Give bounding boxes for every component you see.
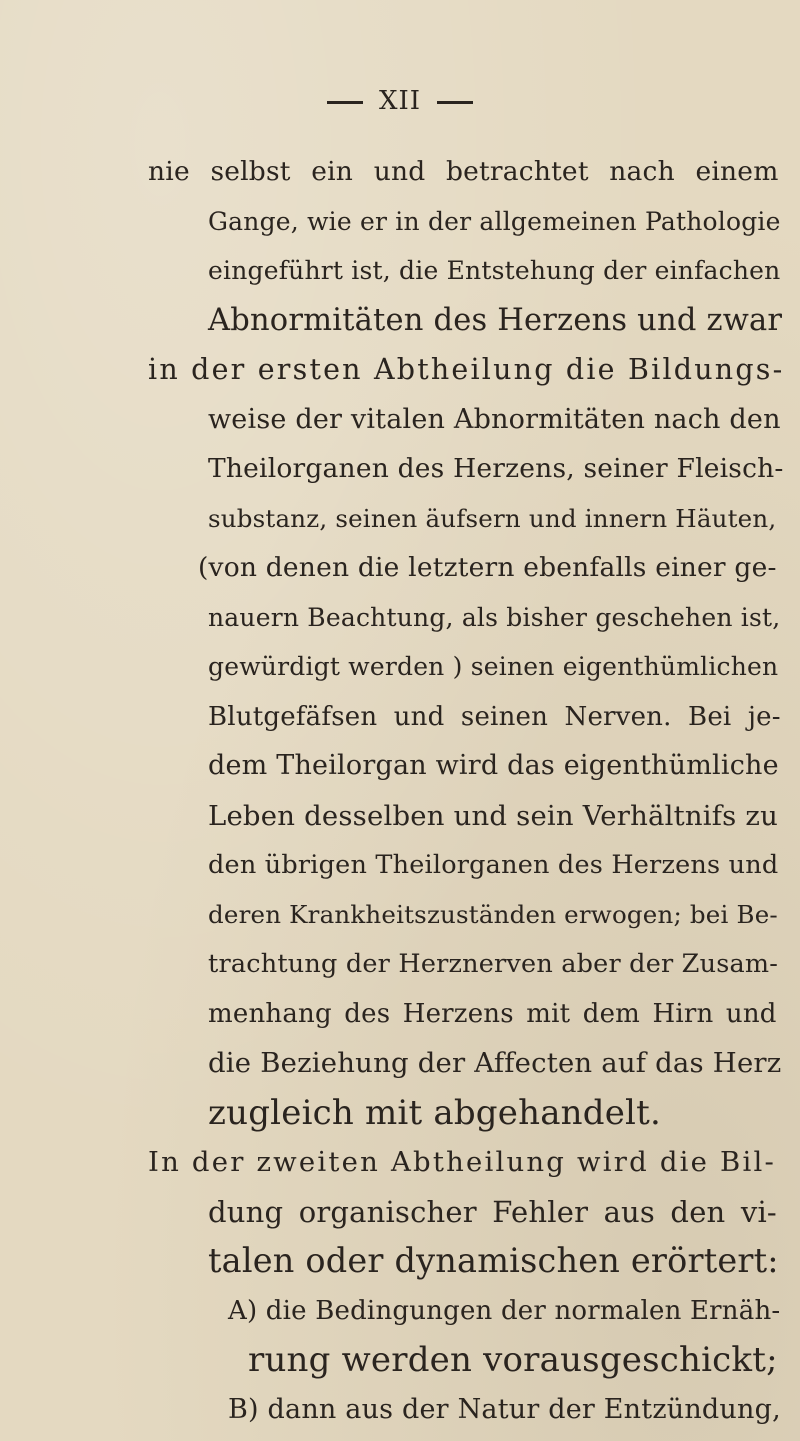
text-line: In der zweiten Abtheilung wird die Bil- (148, 1146, 776, 1178)
text-line: A) die Bedingungen der normalen Ernäh- (228, 1296, 781, 1326)
text-line: in der ersten Abtheilung die Bildungs- (148, 353, 785, 386)
text-line: talen oder dynamischen erörtert: (208, 1241, 779, 1280)
text-line: Gange, wie er in der allgemeinen Pathologie (208, 207, 781, 236)
text-line: nie selbst ein und betrachtet nach einem (148, 156, 779, 187)
text-line: rung werden vorausgeschickt; (248, 1340, 778, 1380)
text-line: eingeführt ist, die Entstehung der einfachen (208, 256, 781, 285)
header-dash-left (327, 101, 363, 104)
text-line: Blutgefäfsen und seinen Nerven. Bei je- (208, 702, 781, 732)
text-line: deren Krankheitszuständen erwogen; bei Be- (208, 900, 778, 929)
text-line: gewürdigt werden ) seinen eigenthümlichen (208, 652, 779, 681)
text-line: Abnormitäten des Herzens und zwar (208, 303, 783, 338)
text-line: den übrigen Theilorganen des Herzens und (208, 850, 779, 880)
text-line: (von denen die letztern ebenfalls einer ge- (198, 552, 777, 583)
text-line: dem Theilorgan wird das eigenthümliche (208, 750, 779, 781)
text-line: substanz, seinen äufsern und innern Häuten, (208, 504, 777, 533)
page-number-roman: XII (378, 86, 422, 116)
text-line: menhang des Herzens mit dem Hirn und (208, 999, 777, 1029)
text-line: Leben desselben und sein Verhältnifs zu (208, 800, 779, 832)
text-line: nauern Beachtung, als bisher geschehen ist, (208, 603, 781, 632)
text-line: Theilorganen des Herzens, seiner Fleisch- (208, 453, 784, 484)
page-header (0, 86, 800, 126)
header-dash-right (437, 101, 473, 104)
text-line: weise der vitalen Abnormitäten nach den (208, 404, 781, 435)
text-line: zugleich mit abgehandelt. (208, 1093, 661, 1133)
text-line: B) dann aus der Natur der Entzündung, (228, 1394, 781, 1425)
text-line: dung organischer Fehler aus den vi- (208, 1195, 777, 1229)
text-line: die Beziehung der Affecten auf das Herz (208, 1047, 782, 1079)
text-line: trachtung der Herznerven aber der Zusam- (208, 949, 779, 979)
